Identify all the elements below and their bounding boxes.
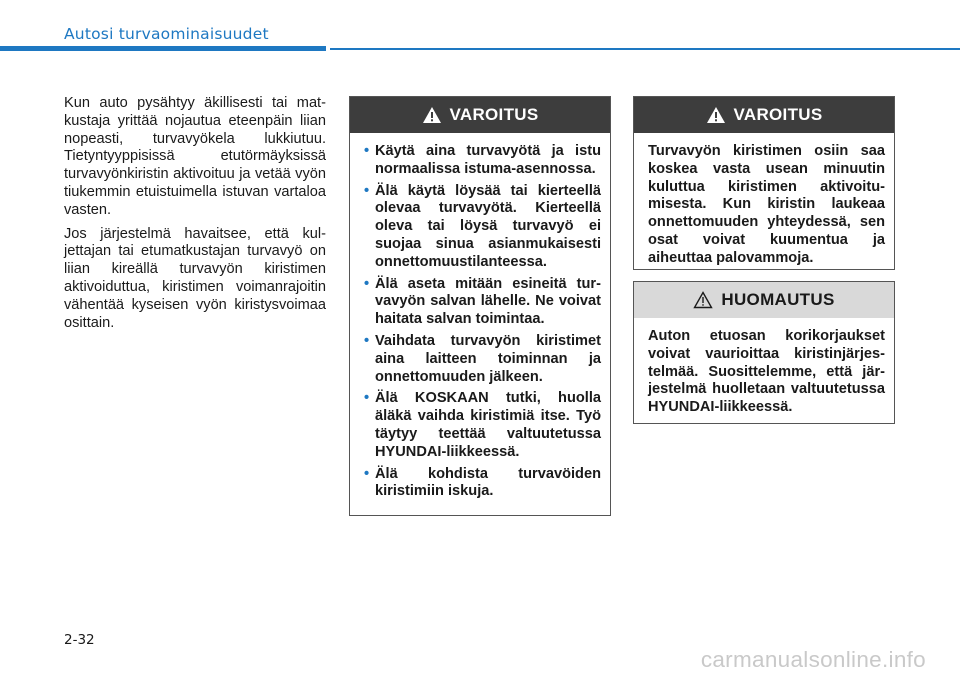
- list-item: • Käytä aina turvavyötä ja istu normaalissa istuma-asennossa.: [364, 143, 601, 177]
- section-title: Autosi turvaominaisuudet: [64, 25, 269, 43]
- warning-box-header: [634, 97, 894, 133]
- bullet-icon: •: [364, 390, 370, 407]
- warning-triangle-icon: [706, 106, 726, 124]
- warning-box-title: VAROITUS: [449, 105, 539, 124]
- bullet-icon: •: [364, 275, 370, 292]
- header-rule-thick: [0, 46, 326, 51]
- notice-box-title: HUOMAUTUS: [721, 290, 835, 309]
- list-item: • Vaihdata turvavyön kiristimet aina laitteen toiminnan ja onnettomuuden jälkeen.: [364, 332, 601, 385]
- warning-triangle-icon: [422, 106, 442, 124]
- warning-box-tensioner-heat: [633, 96, 895, 270]
- warning-box-body: [350, 133, 610, 515]
- list-item: • Älä käytä löysää tai kierteellä olevaa turvavyötä. Kierteellä oleva tai löysä turvavyö ei suojaa sinua asianmukaisesti onnettomuustilanteessa.: [364, 182, 601, 270]
- watermark: carmanualsonline.info: [700, 647, 926, 672]
- caution-triangle-outline-icon: [693, 291, 713, 309]
- notice-box: [633, 281, 895, 424]
- list-item: • Älä KOSKAAN tutki, huolla äläkä vaihda kiristimiä itse. Työ täytyy teettää valtuutetussa HYUNDAI-liikkeessä.: [364, 390, 601, 460]
- bullet-icon: •: [364, 332, 370, 349]
- body-text-column: [64, 95, 326, 338]
- page-number: 2-32: [64, 632, 95, 648]
- body-paragraph: Jos järjestelmä havaitsee, että kuljettajan tai etumatkustajan turvavyö on liian kireällä turvavyön kiristimen aktivoiduttua, kiristimen voimanrajoitin vähentää kyseisen vyön kiristysvoimaa osittain.: [64, 225, 326, 331]
- header-rule-thin: [330, 48, 960, 50]
- list-item: • Älä kohdista turvavöiden kiristimiin iskuja.: [364, 465, 601, 500]
- list-item: • Älä aseta mitään esineitä turvavyön salvan lähelle. Ne voivat haitata salvan toimintaa.: [364, 275, 601, 328]
- warning-box-header: [350, 97, 610, 133]
- bullet-icon: •: [364, 182, 370, 199]
- notice-box-header: [634, 282, 894, 318]
- notice-box-body: Auton etuosan korikorjaukset voivat vaurioittaa kiristinjärjestelmää. Suosittelemme, että järjestelmä huolletaan valtuutetussa HYUNDAI-liikkeessä.: [648, 328, 885, 416]
- bullet-icon: •: [364, 465, 370, 482]
- warning-list: [364, 143, 601, 501]
- warning-box-body: Turvavyön kiristimen osiin saa koskea vasta usean minuutin kuluttua kiristimen aktivoitumisesta. Kun kiristin laukeaa onnettomuuden yhteydessä, sen osat voivat kuumentua ja aiheuttaa palovammoja.: [648, 143, 885, 266]
- warning-box-title: VAROITUS: [733, 105, 823, 124]
- warning-box-tensioner-use: [349, 96, 611, 516]
- bullet-icon: •: [364, 143, 370, 159]
- body-paragraph: Kun auto pysähtyy äkillisesti tai matkustaja yrittää nojautua eteenpäin liian nopeasti, turvavyökela lukkiutuu. Tietyntyyppisissä etutörmäyksissä turvavyönkiristin aktivoituu ja vetää vyön tiukemmin etuistuimella istuvan vartaloa vasten.: [64, 95, 326, 218]
